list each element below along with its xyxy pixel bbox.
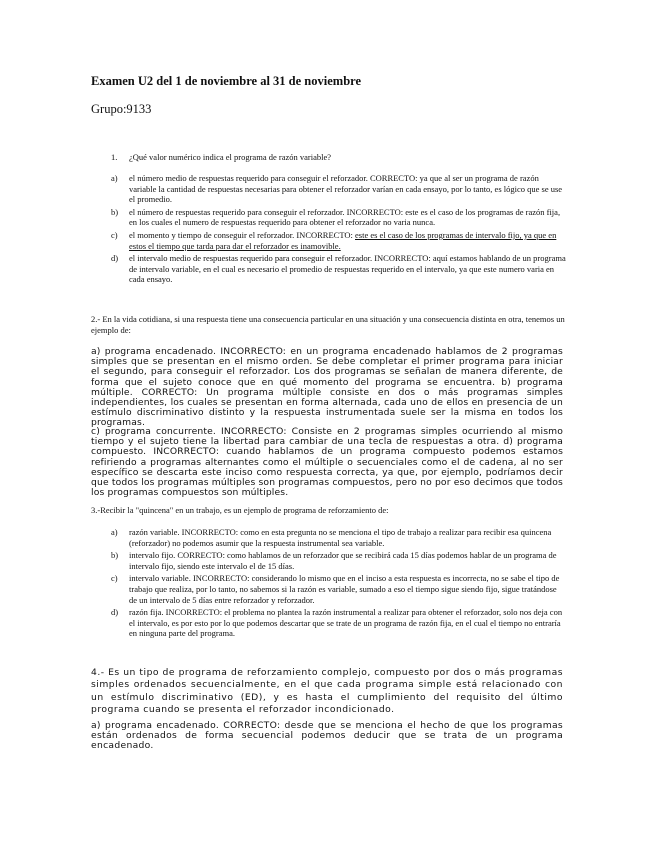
- option-text: el momento y tiempo de conseguir el reforzador. INCORRECTO:: [129, 229, 355, 240]
- option-letter: b): [111, 550, 119, 561]
- question-1-options: [111, 173, 566, 287]
- option-letter: a): [111, 173, 118, 183]
- question-3-text: 3.-Recibir la "quincena" en un trabajo, es un ejemplo de programa de reforzamiento de:: [91, 505, 389, 515]
- option-text: razón variable. INCORRECTO: como en esta pregunta no se menciona el tipo de trabajo a realizar para recibir esa quincena (reforzador) no podemos asumir que la respuesta instrumental sea variable.: [129, 527, 552, 548]
- option-letter: d): [111, 253, 119, 264]
- question-1-text: ¿Qué valor numérico indica el programa de razón variable?: [129, 152, 332, 162]
- question-1-number: 1.: [111, 152, 118, 162]
- document-title: Examen U2 del 1 de noviembre al 31 de noviembre: [91, 74, 362, 88]
- option-text: intervalo fijo. CORRECTO: como hablamos de un reforzador que se recibirá cada 15 días podemos hablar de un programa de intervalo fijo, siendo este intervalo el de 15 días.: [129, 550, 557, 571]
- question-4-answer-a: a) programa encadenado. CORRECTO: desde que se menciona el hecho de que los programas están ordenados de forma secuencial podemos deducir que se trata de un programa encadenado.: [91, 720, 563, 752]
- option-text: intervalo variable. INCORRECTO: considerando lo mismo que en el inciso a esta respuesta es incorrecta, no se sabe el tipo de trabajo que realiza, por lo tanto, no sabemos si la razón es variable, sumado a eso el tiempo sigue siendo fijo, sigue tratándose de un intervalo de 5 días entre reforzador y reforzador.: [129, 573, 560, 605]
- option-text: el número de respuestas requerido para conseguir el reforzador. INCORRECTO: este es el caso de los programas de razón fija, en los cuales el numero de respuestas requerido para obtener el reforzador no varia nunca.: [129, 206, 561, 228]
- option-c: [111, 573, 566, 605]
- option-letter: b): [111, 206, 119, 217]
- option-a: [111, 173, 566, 205]
- question-4-text: 4.- Es un tipo de programa de reforzamiento complejo, compuesto por dos o más programas simples ordenados secuencialmente, en el que cada programa simple está relacionado con un estímulo discriminativo (ED), y es hasta el cumplimiento del requisito del último programa cuando se presenta el reforzador incondicionado.: [91, 667, 563, 715]
- question-2-answers-ab: a) programa encadenado. INCORRECTO: en un programa encadenado hablamos de 2 programas simples que se presentan en el mismo orden. Se debe completar el primer programa para iniciar el segundo, para conseguir el reforzador. Los dos programas se señalan de manera diferente, de forma que el sujeto conoce que en qué momento del programa se encuentra. b) programa múltiple. CORRECTO: Un programa múltiple consiste en dos o más programas simples independientes, los cuales se presentan en forma alternada, cada uno de ellos en presencia de un estímulo discriminativo distinto y la respuesta instrumentada suele ser la misma en todos los programas.: [91, 346, 563, 429]
- option-a: [111, 527, 566, 548]
- option-c: [111, 230, 566, 251]
- option-b: [111, 207, 566, 228]
- group-label: Grupo:9133: [91, 102, 152, 116]
- question-2-text: 2.- En la vida cotidiana, si una respuesta tiene una consecuencia particular en una situación y una consecuencia distinta en otra, tenemos un ejemplo de:: [91, 314, 565, 335]
- option-letter: c): [111, 573, 118, 584]
- option-letter: c): [111, 229, 118, 240]
- option-text: el número medio de respuestas requerido para conseguir el reforzador. CORRECTO: ya que al ser un programa de razón variable la cantidad de respuestas necesarias para obtener el reforzador varían en cada ensayo, por lo tanto, es lógico que se use el promedio.: [129, 173, 563, 205]
- option-text: razón fija. INCORRECTO: el problema no plantea la razón instrumental a realizar para obtener el reforzador, solo nos deja con el intervalo, es por esto por lo que podemos descartar que se trate de un programa de razón fija, en el cual el tiempo no entraría en ninguna parte del programa.: [129, 607, 563, 639]
- question-2-answers-cd: c) programa concurrente. INCORRECTO: Consiste en 2 programas simples ocurriendo al mismo tiempo y el sujeto tiene la libertad para cambiar de una tecla de respuestas a otra. d) programa compuesto. INCORRECTO: cuando hablamos de un programa compuesto podemos estamos refiriendo a programas alternantes como el múltiple o secuenciales como el de cadena, al no ser específico se descarta este inciso como respuesta correcta, ya que, por ejemplo, podríamos decir que todos los programas múltiples son programas compuestos, pero no por eso decimos que todos los programas compuestos son múltiples.: [91, 426, 563, 499]
- option-b: [111, 550, 566, 571]
- option-d: [111, 607, 566, 639]
- option-letter: d): [111, 607, 119, 618]
- option-letter: a): [111, 527, 118, 537]
- option-text: el intervalo medio de respuestas requerido para conseguir el reforzador. INCORRECTO: aquí estamos hablando de un programa de intervalo variable, en el cual es necesario el promedio de respuestas requerido en el intervalo, ya que este numero varia en cada ensayo.: [129, 253, 566, 285]
- question-1: [111, 152, 331, 162]
- option-text-underlined: este es el caso de los programas de intervalo fijo, ya que en estos el tiempo que tarda para dar el reforzador es inamovible.: [129, 229, 557, 251]
- option-d: [111, 253, 566, 285]
- question-3-options: [111, 527, 566, 641]
